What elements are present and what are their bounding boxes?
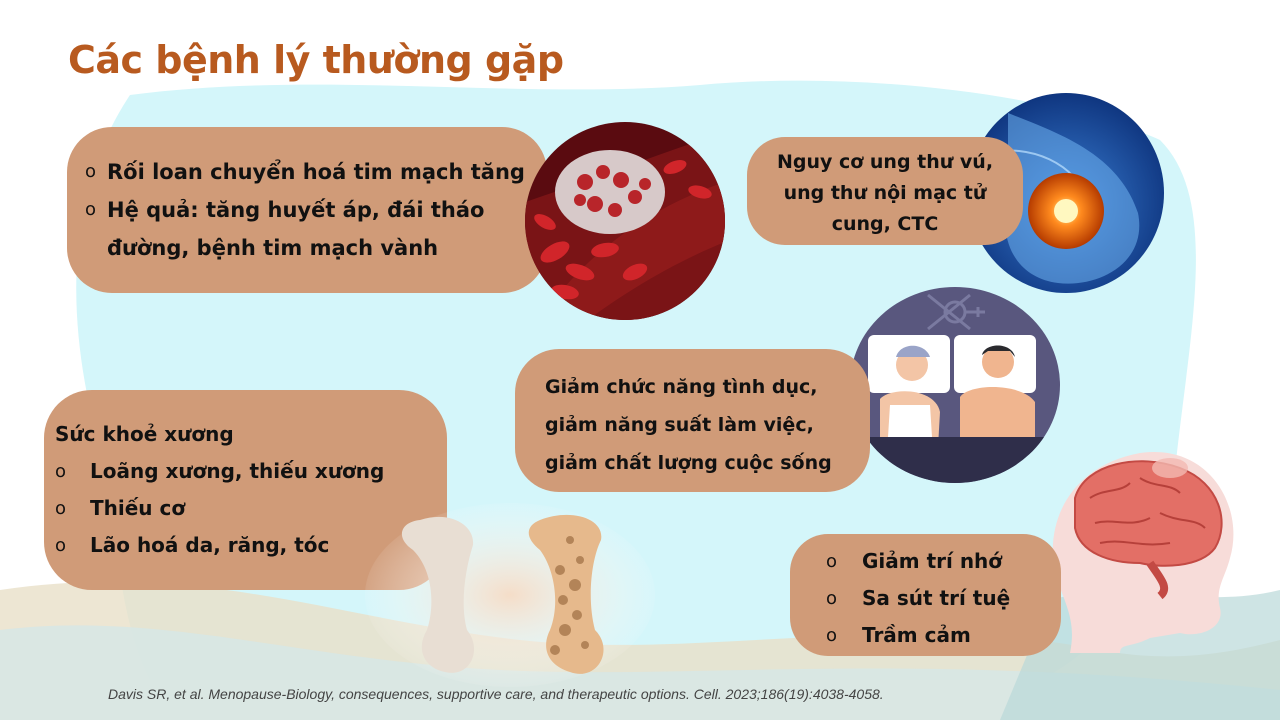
cancer-line: Nguy cơ ung thư vú,	[776, 151, 994, 173]
bullet-icon: o	[55, 461, 67, 482]
bullet-icon: o	[826, 625, 838, 646]
sexual-line: giảm chất lượng cuộc sống	[545, 452, 832, 474]
couple-image	[850, 287, 1060, 483]
bullet-icon: o	[55, 535, 67, 556]
list-item: o Thiếu cơ	[90, 490, 447, 527]
page-title: Các bệnh lý thường gặp	[68, 38, 564, 82]
list-item: o Hệ quả: tăng huyết áp, đái tháo	[107, 191, 547, 229]
cancer-risk-box	[747, 137, 1023, 245]
list-item: o Loãng xương, thiếu xương	[90, 453, 447, 490]
sexual-line: Giảm chức năng tình dục,	[545, 376, 818, 398]
list-item-continuation: đường, bệnh tim mạch vành	[107, 236, 439, 260]
sexual-line: giảm năng suất làm việc,	[545, 414, 814, 436]
bullet-icon: o	[85, 199, 97, 220]
list-item: o Sa sút trí tuệ	[862, 580, 1061, 617]
blood-clot-image	[525, 122, 725, 320]
bullet-icon: o	[55, 498, 67, 519]
citation: Davis SR, et al. Menopause-Biology, consequences, supportive care, and therapeutic options. Cell. 2023;186(19):4038-4058.	[108, 686, 884, 702]
cardio-box	[67, 127, 547, 293]
cognitive-box	[790, 534, 1061, 656]
list-item: o Giảm trí nhớ	[862, 543, 1061, 580]
bullet-icon: o	[826, 588, 838, 609]
bone-heading: Sức khoẻ xương	[55, 422, 234, 446]
list-item: o Trầm cảm	[862, 617, 1061, 654]
bullet-icon: o	[826, 551, 838, 572]
cancer-line: cung, CTC	[831, 213, 939, 235]
cancer-line: ung thư nội mạc tử	[783, 182, 987, 204]
bone-image	[365, 500, 655, 690]
bullet-icon: o	[85, 161, 97, 182]
brain-image	[1030, 438, 1245, 653]
list-item: o Rối loan chuyển hoá tim mạch tăng	[107, 153, 547, 191]
list-item: o Lão hoá da, răng, tóc	[90, 527, 447, 564]
sexual-health-box	[515, 349, 870, 492]
